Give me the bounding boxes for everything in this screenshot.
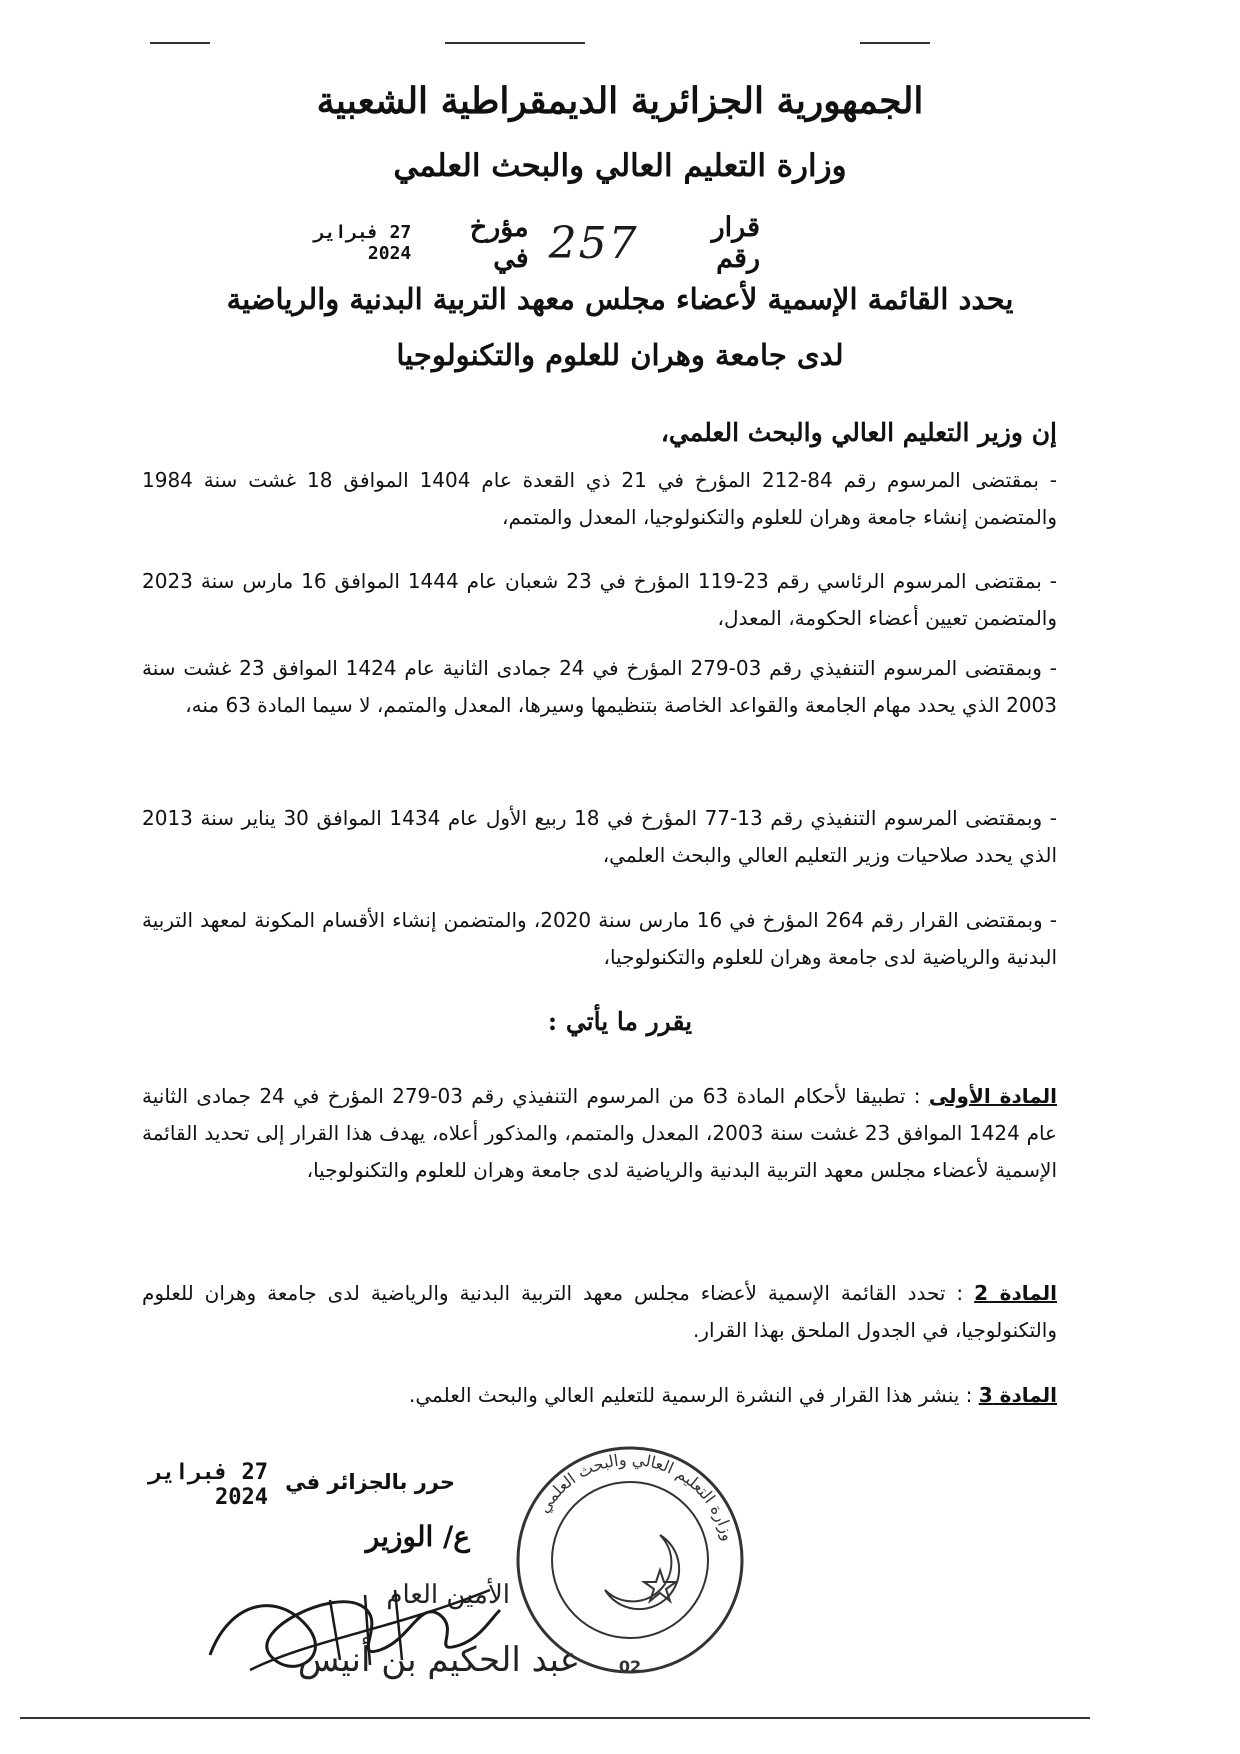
article-1-text: : تطبيقا لأحكام المادة 63 من المرسوم التنفيذي رقم 03-279 المؤرخ في 24 جمادى الثانية عام 1424 الموافق 23 غشت سنة 2003، المعدل والمتمم، والمذكور أعلاه، يهدف هذا القرار إلى تحديد القائمة الإسمية لأعضاء مجلس معهد التربية البدنية والرياضية لدى جامعة وهران للعلوم والتكنولوجيا، — [142, 1084, 1057, 1182]
stamp-text: وزارة التعليم العالي والبحث العلمي — [533, 1449, 738, 1543]
article-1-label: المادة الأولى — [928, 1084, 1058, 1108]
article-2-label: المادة 2 — [974, 1281, 1057, 1305]
decides-heading: يقرر ما يأتي : — [547, 1007, 693, 1036]
article-2-text: : تحدد القائمة الإسمية لأعضاء مجلس معهد التربية البدنية والرياضية لدى جامعة وهران للعلوم والتكنولوجيا، في الجدول الملحق بهذا القرار. — [142, 1281, 1057, 1342]
preamble-item: - وبمقتضى المرسوم التنفيذي رقم 13-77 المؤرخ في 18 ربيع الأول عام 1434 الموافق 30 يناير سنة 2013 الذي يحدد صلاحيات وزير التعليم العالي والبحث العلمي، — [142, 806, 1058, 867]
preamble-item: - بمقتضى المرسوم الرئاسي رقم 23-119 المؤرخ في 23 شعبان عام 1444 الموافق 16 مارس سنة 2023 والمتضمن تعيين أعضاء الحكومة، المعدل، — [142, 569, 1057, 630]
decree-prefix: قرار رقم — [711, 212, 760, 274]
handwritten-signature — [190, 1560, 510, 1690]
signing-place: حرر بالجزائر في — [285, 1470, 455, 1494]
subject-line-2: لدى جامعة وهران للعلوم والتكنولوجيا — [396, 338, 844, 372]
decree-date-stamp: 27 فبراير 2024 — [313, 222, 412, 264]
article-2 — [142, 1275, 1057, 1349]
svg-text:وزارة التعليم العالي والبحث ال — [534, 1450, 738, 1543]
ministry-heading: وزارة التعليم العالي والبحث العلمي — [393, 148, 847, 184]
for-minister: ع/ الوزير — [365, 1520, 470, 1553]
preamble-item: - بمقتضى المرسوم رقم 84-212 المؤرخ في 21 ذي القعدة عام 1404 الموافق 18 غشت سنة 1984 والمتضمن إنشاء جامعة وهران للعلوم والتكنولوجيا، المعدل والمتمم، — [142, 468, 1057, 529]
article-3 — [142, 1377, 1057, 1414]
decree-number: 257 — [548, 217, 639, 269]
country-heading: الجمهورية الجزائرية الديمقراطية الشعبية — [316, 80, 924, 122]
decree-dated-in: مؤرخ في — [469, 212, 529, 274]
preamble-item: - وبمقتضى القرار رقم 264 المؤرخ في 16 مارس سنة 2020، والمتضمن إنشاء الأقسام المكونة لمعهد التربية البدنية والرياضية لدى جامعة وهران للعلوم والتكنولوجيا، — [142, 908, 1058, 969]
stamp-number: 02 — [618, 1657, 642, 1676]
preamble-item: - وبمقتضى المرسوم التنفيذي رقم 03-279 المؤرخ في 24 جمادى الثانية عام 1424 الموافق 23 غشت سنة 2003 الذي يحدد مهام الجامعة والقواعد الخاصة بتنظيمها وسيرها، المعدل والمتمم، لا سيما المادة 63 منه، — [142, 656, 1057, 717]
signer-name: عبد الحكيم بن أنيس — [297, 1640, 580, 1680]
article-1 — [142, 1078, 1057, 1189]
decree-line — [260, 212, 760, 274]
article-3-label: المادة 3 — [978, 1383, 1057, 1407]
scan-mark — [20, 1717, 1090, 1719]
minister-intro: إن وزير التعليم العالي والبحث العلمي، — [660, 418, 1057, 447]
signing-date-stamp: 27 فبراير 2024 — [148, 1460, 268, 1510]
official-stamp — [510, 1440, 750, 1680]
signer-title: الأمين العام — [386, 1580, 510, 1610]
subject-line-1: يحدد القائمة الإسمية لأعضاء مجلس معهد التربية البدنية والرياضية — [226, 282, 1014, 316]
scan-mark — [150, 42, 210, 44]
scan-mark — [445, 42, 585, 44]
scan-mark — [860, 42, 930, 44]
article-3-text: : ينشر هذا القرار في النشرة الرسمية للتعليم العالي والبحث العلمي. — [409, 1383, 973, 1407]
